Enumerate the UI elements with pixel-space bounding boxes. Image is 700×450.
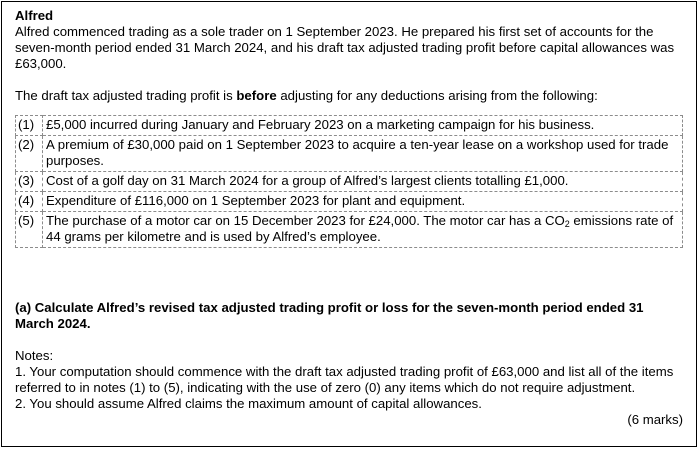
item-text-part-a: The purchase of a motor car on 15 December 2023 for £24,000. The motor car has a CO: [46, 213, 565, 228]
question-a: (a) Calculate Alfred’s revised tax adjusted trading profit or loss for the seven-month period ended 31 March 2024.: [15, 300, 644, 331]
item-text: Cost of a golf day on 31 March 2024 for a group of Alfred’s largest clients totalling £1,000.: [43, 172, 683, 192]
item-text: Expenditure of £116,000 on 1 September 2023 for plant and equipment.: [43, 192, 683, 212]
item-row-4: [16, 192, 683, 212]
item-row-1: [16, 116, 683, 136]
items-table: [15, 115, 683, 248]
item-text: £5,000 incurred during January and February 2023 on a marketing campaign for his business.: [43, 116, 683, 136]
item-text-subscript: 2: [564, 219, 570, 229]
item-row-5: [16, 212, 683, 248]
item-text-part-b: emissions rate of 44 grams per kilometre and is used by Alfred’s employee.: [46, 213, 674, 244]
item-number: (2): [16, 136, 43, 172]
case-title: Alfred: [15, 8, 54, 23]
item-number: (3): [16, 172, 43, 192]
question-page: [1, 1, 697, 447]
draft-note-before: The draft tax adjusted trading profit is: [15, 88, 237, 103]
draft-note-after: adjusting for any deductions arising from the following:: [276, 88, 598, 103]
marks-label: (6 marks): [627, 412, 683, 427]
item-number: (1): [16, 116, 43, 136]
draft-note: [15, 88, 683, 104]
intro-paragraph: Alfred commenced trading as a sole trader on 1 September 2023. He prepared his first set of accounts for the seven-month period ended 31 March 2024, and his draft tax adjusted trading profit before capital allowances was £63,000.: [15, 24, 675, 71]
item-text: [43, 212, 683, 248]
notes-heading: Notes:: [15, 348, 54, 363]
draft-note-emphasis: before: [236, 88, 277, 103]
note-2: 2. You should assume Alfred claims the maximum amount of capital allowances.: [15, 396, 482, 411]
item-number: (5): [16, 212, 43, 248]
item-text: A premium of £30,000 paid on 1 September 2023 to acquire a ten-year lease on a workshop used for trade purposes.: [43, 136, 683, 172]
item-number: (4): [16, 192, 43, 212]
item-row-3: [16, 172, 683, 192]
item-row-2: [16, 136, 683, 172]
note-1: 1. Your computation should commence with the draft tax adjusted trading profit of £63,000 and list all of the items referred to in notes (1) to (5), indicating with the use of zero (0) any items which do not require adjustment.: [15, 364, 674, 395]
